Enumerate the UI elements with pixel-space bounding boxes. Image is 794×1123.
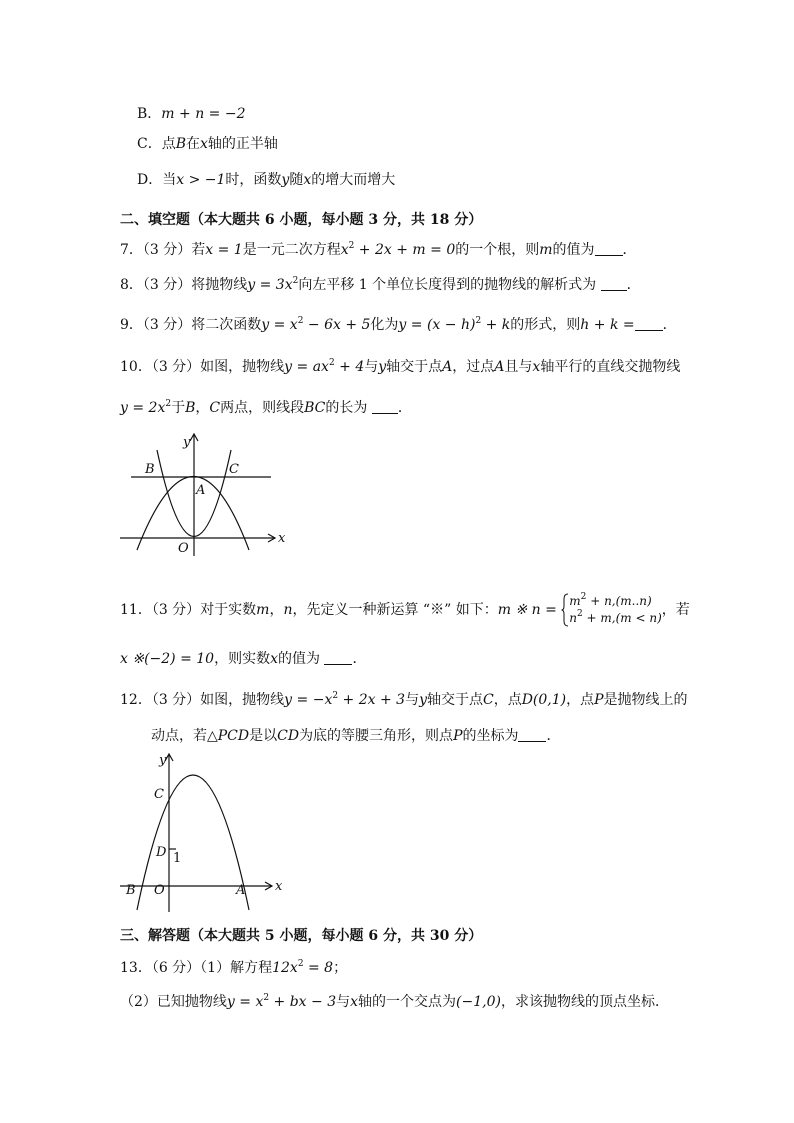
question-8: 8．（3 分）将抛物线$y = 3x^2$向左平移 1 个单位长度得到的抛物线的解析式为 ． <box>120 276 641 293</box>
fig2-point-d: D <box>156 845 167 860</box>
answer-blank[interactable] <box>372 399 398 414</box>
question-13-part1: 13．（6 分）（1）解方程$12x^2 = 8$； <box>120 959 348 976</box>
question-10-line2: $y = 2x^2$于B，C两点，则线段BC的长为 ． <box>120 399 412 416</box>
question-11-line1: 11．（3 分）对于实数m，n，先定义一种新运算 “※” 如下：m ※ $n = m^2 + n,(m..n)$ $n^2 + m,(m < n)$，若 <box>120 592 690 625</box>
fig1-x-label: x <box>278 531 286 546</box>
figure-parabola-pcd <box>115 748 285 920</box>
answer-blank[interactable] <box>595 241 623 256</box>
fig2-origin: O <box>154 883 165 898</box>
fig1-point-b: B <box>145 462 155 477</box>
option-b: B．m + n = −2 <box>137 106 246 122</box>
question-10-line1: 10．（3 分）如图，抛物线$y = ax^2 + 4$与y轴交于点A，过点A且与x轴平行的直线交抛物线 <box>120 358 681 375</box>
fig2-point-b: B <box>126 883 136 898</box>
section-heading-solutions: 三、解答题（本大题共 5 小题，每小题 6 分，共 30 分） <box>120 928 483 944</box>
answer-blank[interactable] <box>601 276 627 291</box>
fig1-point-a: A <box>196 483 206 498</box>
answer-blank[interactable] <box>635 316 663 331</box>
option-c: C．点B在x轴的正半轴 <box>137 136 278 152</box>
fig2-point-a: A <box>236 883 246 898</box>
fig1-point-c: C <box>229 462 239 477</box>
figure-parabolas-bc <box>115 428 295 567</box>
question-12-line2: 动点，若△PCD是以CD为底的等腰三角形，则点P的坐标为 ． <box>151 728 561 744</box>
question-11-line2: x ※(−2) = 10，则实数x的值为 ． <box>120 651 367 667</box>
piecewise-cases: $m^2 + n,(m..n)$ $n^2 + m,(m < n)$ <box>569 592 662 625</box>
answer-blank[interactable] <box>518 727 546 742</box>
brace-icon <box>561 593 569 627</box>
option-d: D．当x > −1时，函数y随x的增大而增大 <box>137 172 396 188</box>
question-12-line1: 12．（3 分）如图，抛物线$y = -x^2 + 2x + 3$与y轴交于点C，点D(0,1)，点P是抛物线上的 <box>120 691 688 708</box>
section-heading-fill-in: 二、填空题（本大题共 6 小题，每小题 3 分，共 18 分） <box>120 212 483 228</box>
fig2-point-c: C <box>154 787 164 802</box>
question-13-part2: （2）已知抛物线$y = x^2$ + bx − 3与x轴的一个交点为(−1,0)，求该抛物线的顶点坐标． <box>120 993 669 1010</box>
fig2-x-label: x <box>275 879 283 894</box>
fig2-y-label: y <box>159 753 167 768</box>
fig1-y-label: y <box>183 435 191 450</box>
question-7: 7．（3 分）若x = 1是一元二次方程$x^2 + 2x + m = 0$的一个根，则m的值为 ． <box>120 241 637 258</box>
fig2-tick-one: 1 <box>173 851 182 866</box>
question-9: 9．（3 分）将二次函数$y = x^2 - 6x + 5$化为$y = (x - h)^2 + k$的形式，则h + k = ． <box>120 316 677 333</box>
answer-blank[interactable] <box>324 650 352 665</box>
fig1-origin: O <box>178 541 189 556</box>
